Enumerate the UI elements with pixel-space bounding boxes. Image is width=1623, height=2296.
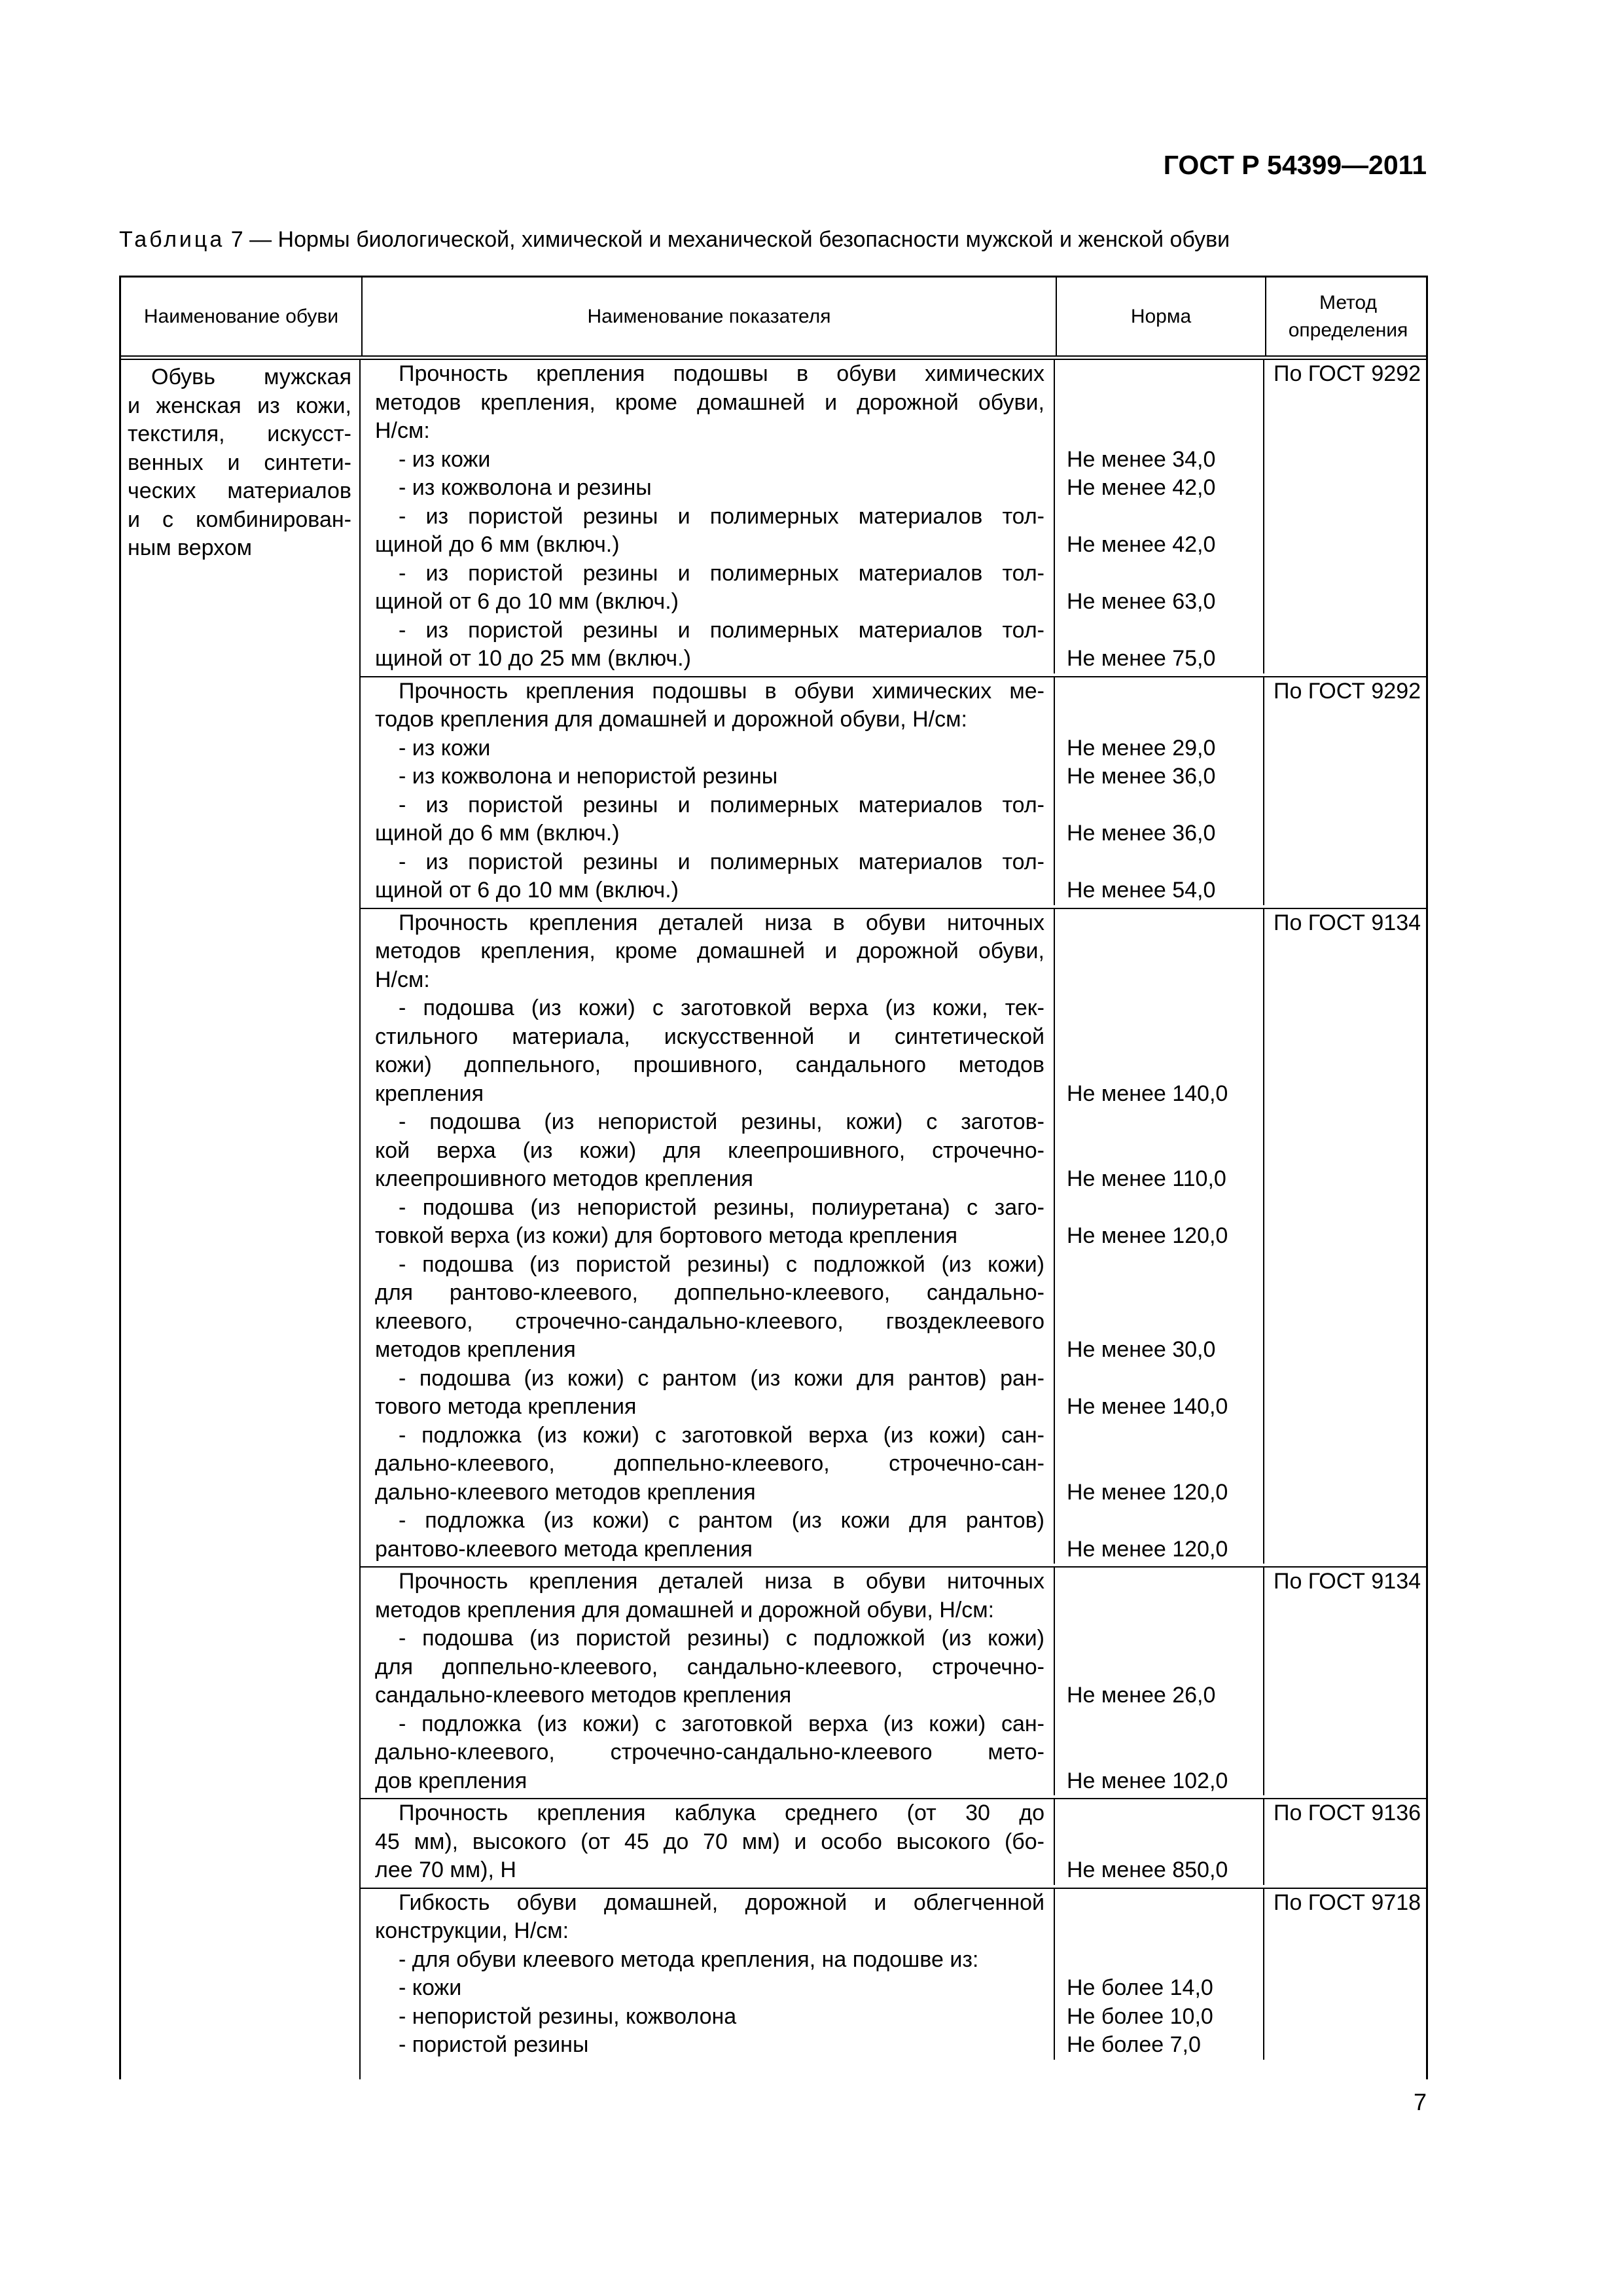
norm-value: Не менее 120,0	[1067, 1223, 1228, 1248]
indicator-cell	[361, 677, 1055, 905]
norm-cell	[1055, 1889, 1264, 2060]
method-cell: По ГОСТ 9718	[1274, 1890, 1421, 1915]
indicator-line: методов крепления, кроме домашней и дорожной обуви,	[375, 939, 1044, 963]
indicator-cell	[361, 909, 1055, 1564]
norm-value	[1067, 1917, 1263, 1946]
indicator-line: щиной от 10 до 25 мм (включ.)	[375, 646, 691, 671]
indicator-line: для рантово-клеевого, доппельно-клеевого, сандально-	[375, 1280, 1044, 1305]
indicator-line: - подошва (из непористой резины, полиуретана) с заго-	[399, 1194, 1044, 1220]
footwear-name-line: венных и синтети-	[128, 450, 351, 475]
indicator-line: методов крепления для домашней и дорожной обуви, Н/см:	[375, 1597, 995, 1623]
norm-value	[1067, 677, 1263, 706]
indicator-line: методов крепления, кроме домашней и дорожной обуви,	[375, 389, 1044, 415]
norm-value	[1067, 1365, 1263, 1393]
norm-value: Не менее 36,0	[1067, 764, 1216, 789]
norm-value	[1067, 1889, 1263, 1918]
norm-value: Не более 14,0	[1067, 1975, 1213, 2000]
caption-text: 7 — Нормы биологической, химической и механической безопасности мужской и женской обуви	[224, 227, 1230, 252]
norm-value	[1067, 1596, 1263, 1625]
indicator-line: рантово-клеевого метода крепления	[375, 1536, 753, 1562]
norm-value: Не менее 42,0	[1067, 475, 1216, 500]
norm-value: Не менее 120,0	[1067, 1479, 1228, 1505]
footwear-name-line: и женская из кожи,	[128, 393, 351, 418]
indicator-line: - из кожволона и резины	[399, 475, 652, 500]
norm-value: Не менее 30,0	[1067, 1337, 1216, 1362]
indicator-groups	[361, 360, 1428, 2079]
norm-value: Не менее 75,0	[1067, 646, 1216, 671]
indicator-line: - подошва (из непористой резины, кожи) с заготов-	[399, 1109, 1044, 1134]
indicator-line: - из пористой резины и полимерных материалов тол-	[399, 849, 1044, 874]
norm-value	[1067, 360, 1263, 389]
norm-value: Не менее 42,0	[1067, 532, 1216, 557]
indicator-line: сандально-клеевого методов крепления	[375, 1683, 792, 1708]
norm-value: Не менее 34,0	[1067, 446, 1216, 472]
header-method: Метод определения	[1288, 291, 1408, 341]
footwear-name-line: ным верхом	[128, 535, 253, 560]
norm-value	[1067, 1450, 1263, 1479]
indicator-line: Прочность крепления деталей низа в обуви ниточных	[399, 910, 1044, 935]
header-norm: Норма	[1057, 278, 1266, 355]
norm-value: Не менее 26,0	[1067, 1683, 1216, 1708]
norm-value	[1067, 909, 1263, 938]
norm-cell	[1055, 1799, 1264, 1885]
norm-value	[1067, 1137, 1263, 1166]
indicator-line: товкой верха (из кожи) для бортового метода крепления	[375, 1223, 958, 1248]
norm-value	[1067, 1051, 1263, 1080]
norm-value	[1067, 1108, 1263, 1137]
indicator-line: - из кожволона и непористой резины	[399, 764, 778, 789]
norm-cell	[1055, 1568, 1264, 1795]
footwear-name-line: и с комбинирован-	[128, 507, 351, 532]
indicator-line: Прочность крепления подошвы в обуви химических	[399, 361, 1044, 386]
safety-norms-table	[119, 276, 1428, 2079]
indicator-line: Прочность крепления подошвы в обуви химических ме-	[399, 678, 1044, 704]
indicator-line: - подложка (из кожи) с заготовкой верха (из кожи) сан-	[399, 1422, 1044, 1448]
footwear-name-cell	[119, 360, 361, 2079]
norm-value	[1067, 1624, 1263, 1653]
norm-value: Не менее 54,0	[1067, 878, 1216, 903]
indicator-line: тового метода крепления	[375, 1394, 637, 1419]
indicator-line: дально-клеевого, доппельно-клеевого, строчечно-сан-	[375, 1451, 1044, 1476]
indicator-line: Н/см:	[375, 967, 430, 992]
norm-value	[1067, 937, 1263, 966]
norm-value: Не менее 850,0	[1067, 1857, 1228, 1882]
norm-value	[1067, 1568, 1263, 1596]
norm-value	[1067, 1308, 1263, 1336]
indicator-line: щиной от 6 до 10 мм (включ.)	[375, 878, 679, 903]
indicator-line: щиной до 6 мм (включ.)	[375, 821, 620, 846]
norm-value	[1067, 1507, 1263, 1535]
indicator-line: клеепрошивного методов крепления	[375, 1166, 753, 1191]
method-cell: По ГОСТ 9292	[1274, 361, 1421, 386]
norm-cell	[1055, 909, 1264, 1564]
indicator-cell	[361, 360, 1055, 673]
indicator-line: Прочность крепления деталей низа в обуви ниточных	[399, 1569, 1044, 1594]
table-row	[361, 909, 1426, 1568]
norm-cell	[1055, 360, 1264, 673]
norm-value: Не более 7,0	[1067, 2032, 1201, 2057]
indicator-line: дально-клеевого, строчечно-сандально-клеевого мето-	[375, 1740, 1044, 1765]
indicator-line: - подошва (из пористой резины) с подложкой (из кожи)	[399, 1251, 1044, 1277]
norm-value	[1067, 389, 1263, 418]
header-footwear-name: Наименование обуви	[121, 278, 363, 355]
indicator-line: крепления	[375, 1081, 484, 1106]
indicator-line: дально-клеевого методов крепления	[375, 1479, 756, 1505]
indicator-line: - подошва (из кожи) с заготовкой верха (из кожи, тек-	[399, 996, 1044, 1020]
norm-value: Не менее 36,0	[1067, 821, 1216, 846]
indicator-line: - подошва (из кожи) с рантом (из кожи для рантов) ран-	[399, 1365, 1044, 1391]
norm-value: Не менее 102,0	[1067, 1768, 1228, 1793]
indicator-line: клеевого, строчечно-сандально-клеевого, гвоздеклеевого	[375, 1308, 1044, 1334]
norm-value	[1067, 417, 1263, 446]
indicator-line: лее 70 мм), Н	[375, 1857, 516, 1882]
table-caption	[119, 225, 1428, 254]
indicator-line: - пористой резины	[399, 2032, 589, 2057]
norm-value	[1067, 966, 1263, 995]
norm-value: Не менее 140,0	[1067, 1081, 1228, 1106]
norm-value	[1067, 1828, 1263, 1857]
indicator-line: тодов крепления для домашней и дорожной обуви, Н/см:	[375, 707, 967, 732]
indicator-line: дов крепления	[375, 1768, 527, 1793]
indicator-line: - подложка (из кожи) с заготовкой верха (из кожи) сан-	[399, 1711, 1044, 1736]
footwear-name-line: Обувь мужская	[151, 365, 351, 389]
table-row	[361, 677, 1426, 909]
norm-value	[1067, 791, 1263, 820]
norm-value	[1067, 1422, 1263, 1450]
norm-value	[1067, 1946, 1263, 1975]
indicator-line: щиной от 6 до 10 мм (включ.)	[375, 589, 679, 614]
method-cell: По ГОСТ 9292	[1274, 678, 1421, 704]
norm-value: Не менее 120,0	[1067, 1536, 1228, 1562]
indicator-line: для доппельно-клеевого, сандально-клеевого, строчечно-	[375, 1654, 1044, 1679]
indicator-line: стильного материала, искусственной и синтетической	[375, 1024, 1044, 1049]
norm-value: Не менее 110,0	[1067, 1166, 1226, 1191]
caption-label: Таблица	[119, 227, 225, 252]
indicator-line: - подложка (из кожи) с рантом (из кожи для рантов)	[399, 1508, 1044, 1533]
footwear-name-line: ческих материалов	[128, 478, 351, 503]
method-cell: По ГОСТ 9136	[1274, 1801, 1421, 1825]
indicator-cell	[361, 1799, 1055, 1885]
norm-value: Не менее 140,0	[1067, 1394, 1228, 1419]
table-body	[119, 360, 1428, 2079]
norm-value	[1067, 1279, 1263, 1308]
norm-value: Не менее 29,0	[1067, 735, 1216, 761]
indicator-line: кожи) доппельного, прошивного, сандального методов	[375, 1052, 1044, 1077]
indicator-line: - подошва (из пористой резины) с подложкой (из кожи)	[399, 1626, 1044, 1651]
method-cell: По ГОСТ 9134	[1274, 1569, 1421, 1594]
norm-value	[1067, 560, 1263, 588]
indicator-line: - непористой резины, кожволона	[399, 2003, 737, 2029]
norm-value	[1067, 1653, 1263, 1682]
indicator-line: методов крепления	[375, 1337, 576, 1362]
norm-value	[1067, 1738, 1263, 1767]
norm-value	[1067, 1799, 1263, 1828]
indicator-line: - из кожи	[399, 735, 491, 761]
norm-cell	[1055, 677, 1264, 905]
header-indicator-name: Наименование показателя	[363, 278, 1057, 355]
indicator-line: - для обуви клеевого метода крепления, на подошве из:	[399, 1946, 979, 1972]
table-row	[361, 360, 1426, 677]
norm-value	[1067, 1251, 1263, 1280]
indicator-cell	[361, 1568, 1055, 1795]
indicator-line: - из пористой резины и полимерных материалов тол-	[399, 503, 1044, 529]
table-row	[361, 1799, 1426, 1889]
method-cell: По ГОСТ 9134	[1274, 910, 1421, 935]
indicator-cell	[361, 1889, 1055, 2060]
document-code: ГОСТ Р 54399—2011	[1163, 150, 1427, 180]
table-row	[361, 1889, 1426, 2062]
table-row	[361, 1568, 1426, 1799]
indicator-line: кой верха (из кожи) для клеепрошивного, строчечно-	[375, 1138, 1044, 1163]
norm-value	[1067, 1194, 1263, 1223]
indicator-line: 45 мм), высокого (от 45 до 70 мм) и особо высокого (бо-	[375, 1829, 1044, 1854]
indicator-line: - из пористой резины и полимерных материалов тол-	[399, 617, 1044, 643]
indicator-line: - из кожи	[399, 446, 491, 472]
norm-value: Не более 10,0	[1067, 2003, 1213, 2029]
indicator-line: конструкции, Н/см:	[375, 1918, 569, 1943]
norm-value: Не менее 63,0	[1067, 589, 1216, 614]
indicator-line: - кожи	[399, 1975, 462, 2000]
norm-value	[1067, 848, 1263, 877]
norm-value	[1067, 706, 1263, 734]
header-double-rule	[119, 355, 1428, 360]
page-number: 7	[1413, 2089, 1427, 2115]
indicator-line: Н/см:	[375, 418, 430, 443]
norm-value	[1067, 1023, 1263, 1052]
indicator-line: - из пористой резины и полимерных материалов тол-	[399, 560, 1044, 586]
norm-value	[1067, 994, 1263, 1023]
indicator-line: Гибкость обуви домашней, дорожной и облегченной	[399, 1890, 1044, 1915]
indicator-line: Прочность крепления каблука среднего (от 30 до	[399, 1801, 1044, 1825]
indicator-line: щиной до 6 мм (включ.)	[375, 532, 620, 557]
norm-value	[1067, 503, 1263, 531]
norm-value	[1067, 617, 1263, 645]
norm-value	[1067, 1710, 1263, 1739]
table-header	[119, 276, 1428, 355]
footwear-name-line: текстиля, искусст-	[128, 422, 351, 446]
indicator-line: - из пористой резины и полимерных материалов тол-	[399, 792, 1044, 817]
